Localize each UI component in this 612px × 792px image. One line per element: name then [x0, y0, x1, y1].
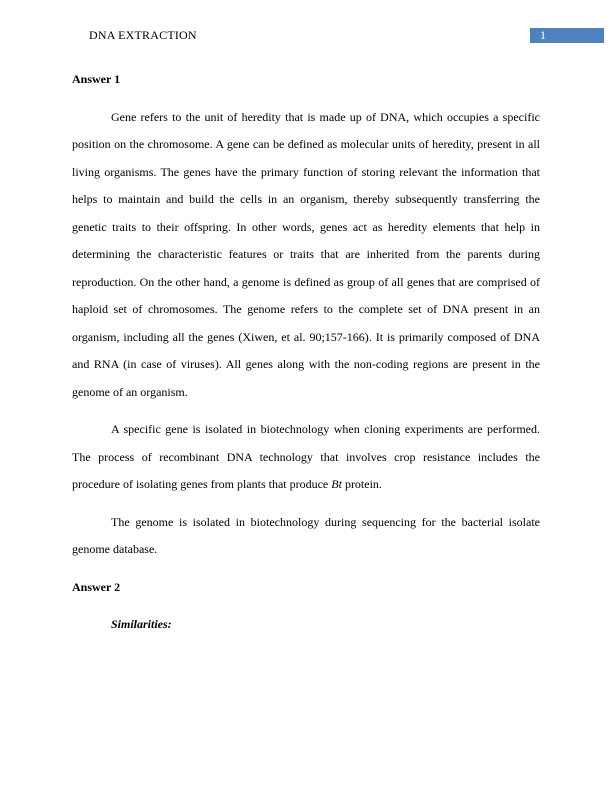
- page-number-box: [530, 28, 604, 43]
- answer-1-heading: Answer 1: [72, 72, 121, 86]
- answer-2-heading: Answer 2: [72, 579, 121, 594]
- para2-text-start: A specific gene is isolated in biotechnology when cloning experiments are performed. The process of recombinant DNA technology that involves crop resistance includes the procedure of isolating genes from plants that produce: [72, 422, 540, 491]
- para2-text-end: protein.: [341, 477, 382, 491]
- similarities-subheading: Similarities:: [111, 617, 172, 631]
- header-title: DNA EXTRACTION: [89, 28, 197, 42]
- para2-italic-bt: Bt: [331, 477, 342, 491]
- paragraph-gene-genome: Gene refers to the unit of heredity that is made up of DNA, which occupies a specific position on the chromosome. A gene can be defined as molecular units of heredity, present in all living organisms. The genes have the primary function of storing relevant the information that helps to maintain and build the cells in an organism, thereby subsequently transferring the genetic traits to their offspring. In other words, genes act as heredity elements that help in determining the characteristic features or traits that are inherited from the parents during reproduction. On the other hand, a genome is defined as group of all genes that are comprised of haploid set of chromosomes. The genome refers to the complete set of DNA present in an organism, including all the genes (Xiwen, et al. 90;157-166). It is primarily composed of DNA and RNA (in case of viruses). All genes along with the non-coding regions are present in the genome of an organism.: [72, 109, 540, 399]
- page-number: 1: [540, 28, 546, 42]
- paragraph-genome-isolation: The genome is isolated in biotechnology during sequencing for the bacterial isolate genome database.: [72, 514, 540, 556]
- document-body: [72, 66, 540, 639]
- paragraph-gene-isolation: [72, 416, 540, 499]
